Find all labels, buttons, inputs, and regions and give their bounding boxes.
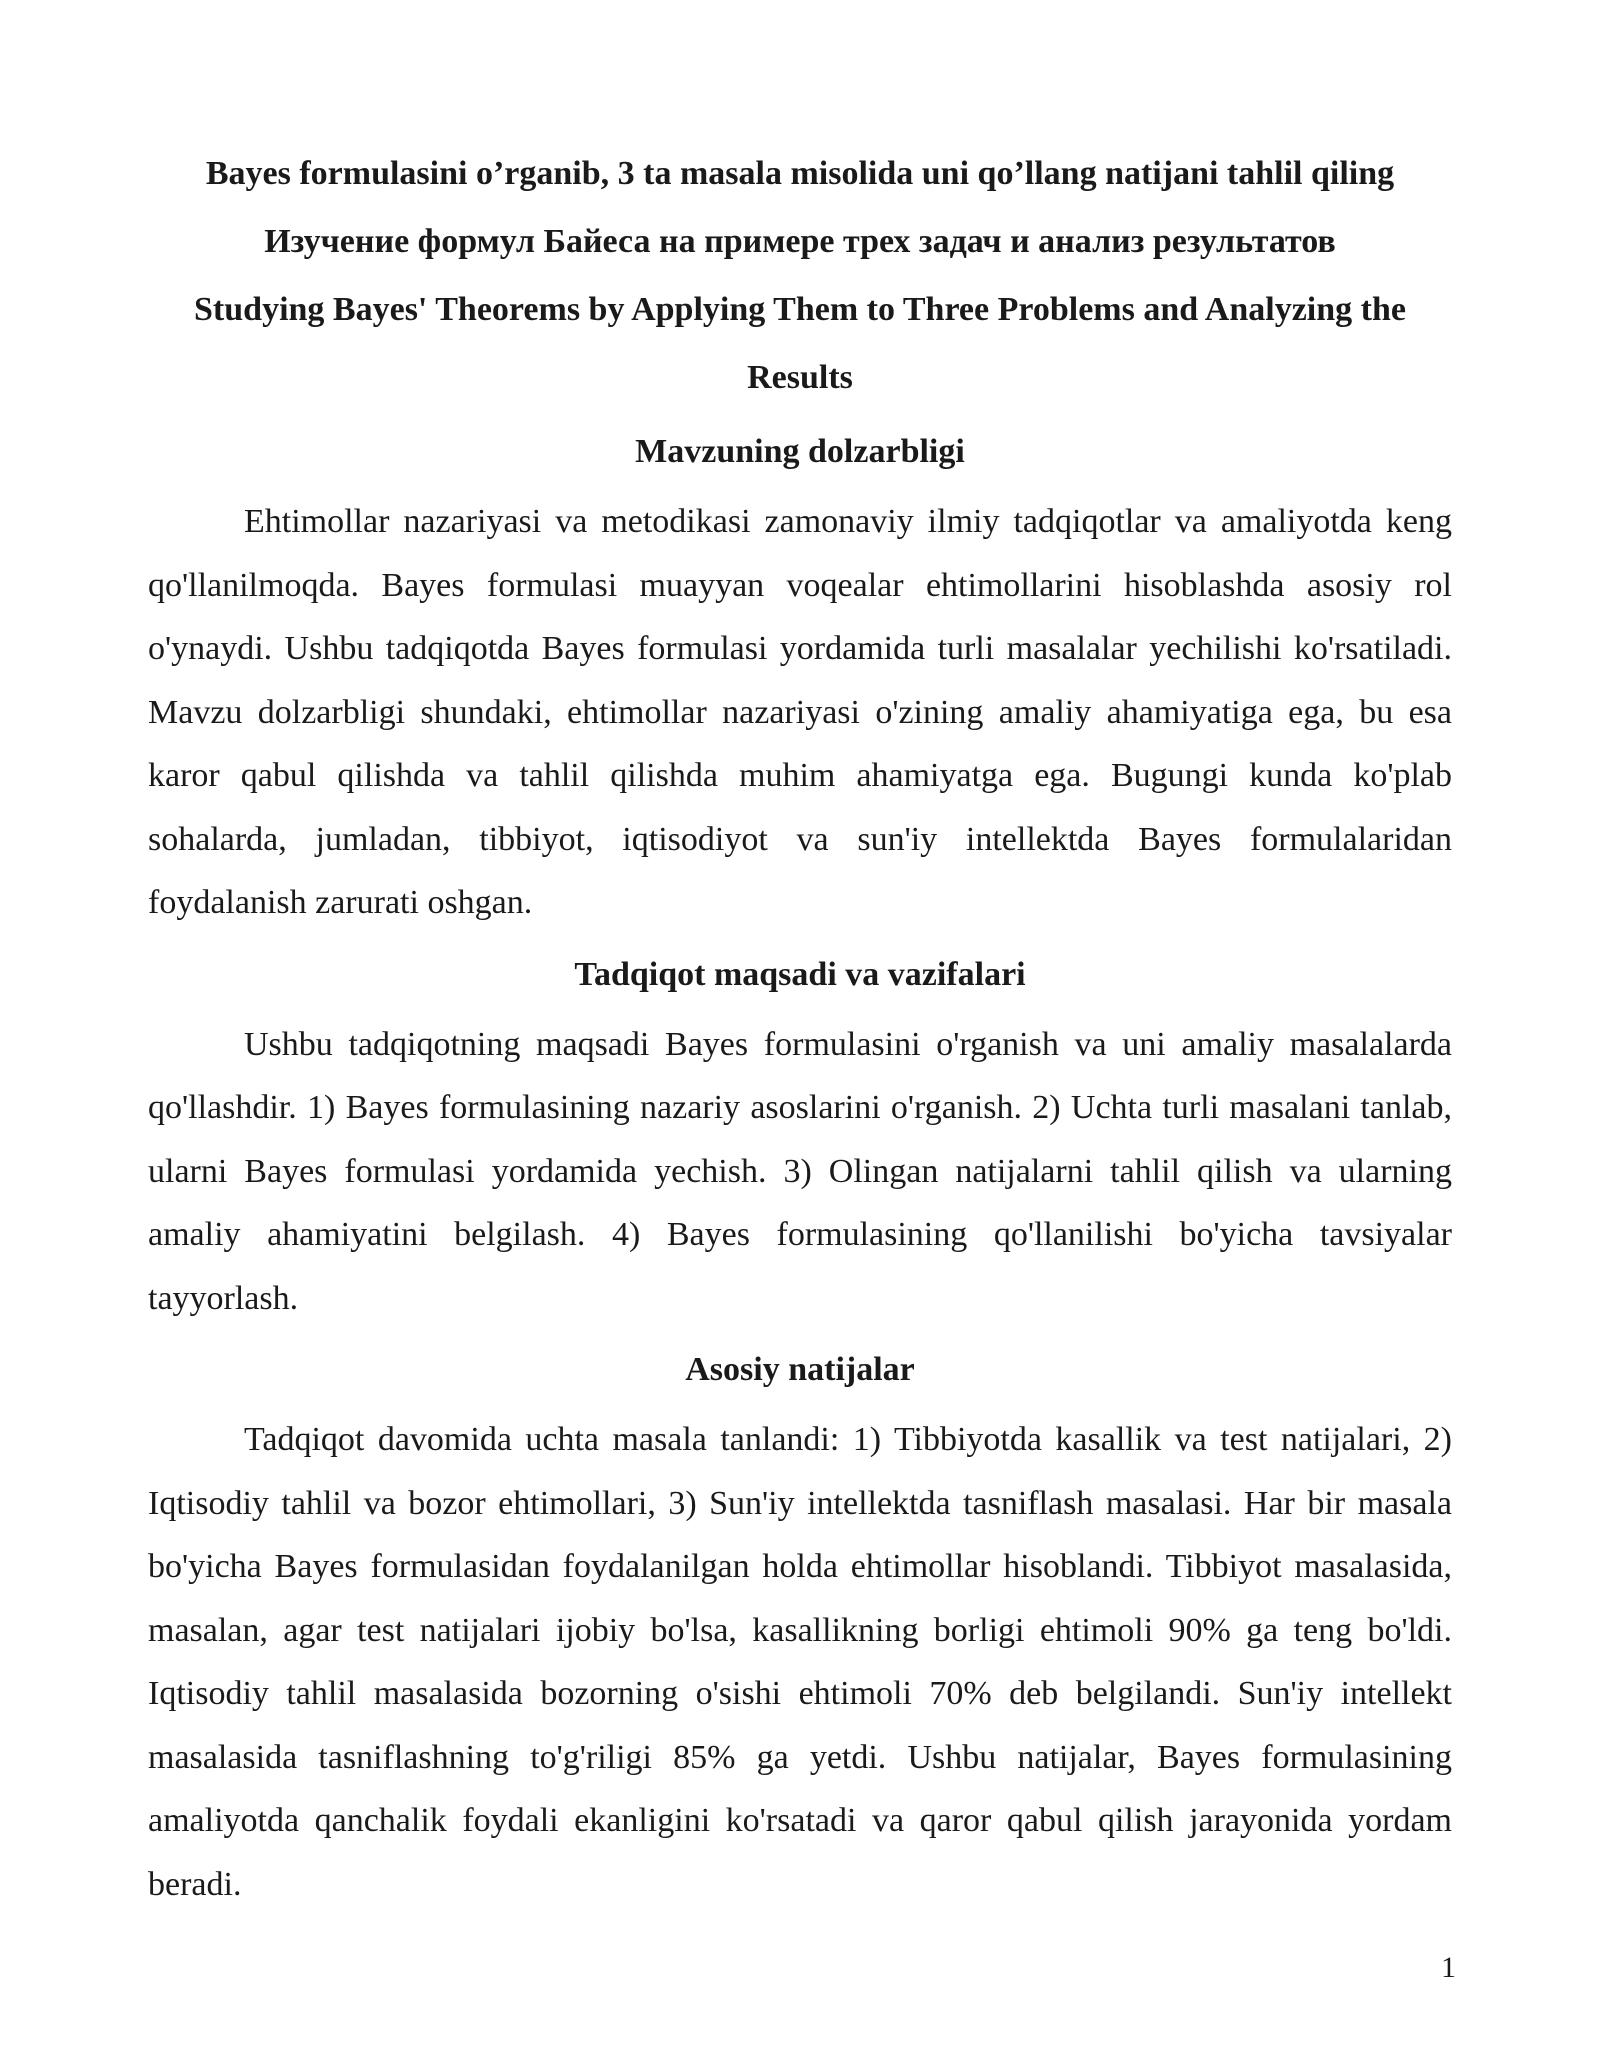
section-heading-relevance: Mavzuning dolzarbligi	[635, 433, 965, 470]
section-text-relevance: Ehtimollar nazariyasi va metodikasi zamonaviy ilmiy tadqiqotlar va amaliyotda keng qo'llanilmoqda. Bayes formulasi muayyan voqealar ehtimollarini hisoblashda asosiy rol o'ynaydi. Ushbu tadqiqotda Bayes formulasi yordamida turli masalalar yechilishi ko'rsatiladi. Mavzu dolzarbligi shundaki, ehtimollar nazariyasi o'zining amaliy ahamiyatiga ega, bu esa karor qabul qilishda va tahlil qilishda muhim ahamiyatga ega. Bugungi kunda ko'plab sohalarda, jumladan, tibbiyot, iqtisodiyot va sun'iy intellektda Bayes formulalaridan foydalanish zarurati oshgan.	[148, 503, 1452, 921]
section-heading-goals: Tadqiqot maqsadi va vazifalari	[574, 955, 1026, 993]
title-russian: Изучение формул Байеса на примере трех задач и анализ результатов	[264, 223, 1336, 260]
page-number: 1	[1441, 1951, 1456, 1984]
section-text-goals: Ushbu tadqiqotning maqsadi Bayes formulasini o'rganish va uni amaliy masalalarda qo'llashdir. 1) Bayes formulasining nazariy asoslarini o'rganish. 2) Uchta turli masalani tanlab, ularni Bayes formulasi yordamida yechish. 3) Olingan natijalarni tahlil qilish va ularning amaliy ahamiyatini belgilash. 4) Bayes formulasining qo'llanilishi bo'yicha tavsiyalar tayyorlash.	[148, 1025, 1452, 1317]
title-english: Studying Bayes' Theorems by Applying Them to Three Problems and Analyzing the Results	[194, 291, 1406, 396]
title-uzbek: Bayes formulasini o’rganib, 3 ta masala misolida uni qo’llang natijani tahlil qiling	[205, 155, 1395, 192]
document-page	[148, 140, 1452, 1916]
section-heading-results: Asosiy natijalar	[685, 1351, 915, 1388]
section-text-results: Tadqiqot davomida uchta masala tanlandi: 1) Tibbiyotda kasallik va test natijalari, 2) Iqtisodiy tahlil va bozor ehtimollari, 3) Sun'iy intellektda tasniflash masalasi. Har bir masala bo'yicha Bayes formulasidan foydalanilgan holda ehtimollar hisoblandi. Tibbiyot masalasida, masalan, agar test natijalari ijobiy bo'lsa, kasallikning borligi ehtimoli 90% ga teng bo'ldi. Iqtisodiy tahlil masalasida bozorning o'sishi ehtimoli 70% deb belgilandi. Sun'iy intellekt masalasida tasniflashning to'g'riligi 85% ga yetdi. Ushbu natijalar, Bayes formulasining amaliyotda qanchalik foydali ekanligini ko'rsatadi va qaror qabul qilish jarayonida yordam beradi.	[148, 1421, 1452, 1903]
